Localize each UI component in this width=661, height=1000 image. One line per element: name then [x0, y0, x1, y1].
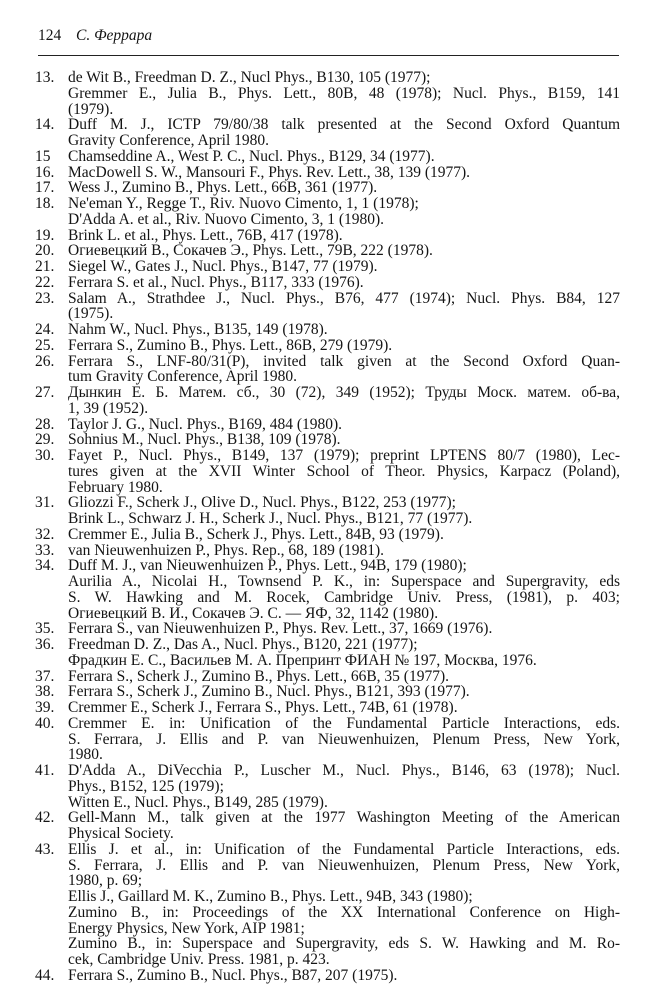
reference-text: February 1980. [68, 478, 163, 496]
reference-number: 15 [35, 147, 51, 165]
reference-text: Gell-Mann M., talk given at the 1977 Washington Meeting of the American [68, 809, 620, 827]
reference-number: 34. [35, 557, 55, 575]
reference-text: Ferrara S., Zumino B., Nucl. Phys., B87, 207 (1975). [68, 966, 398, 984]
reference-text: Cremmer E., Julia B., Scherk J., Phys. Lett., 84B, 93 (1979). [68, 525, 444, 543]
reference-text: Physical Society. [68, 825, 174, 842]
reference-text: Fayet P., Nucl. Phys., B149, 137 (1979); preprint LPTENS 80/7 (1980), Lec- [68, 447, 620, 464]
reference-number: 20. [35, 242, 55, 260]
reference-text: MacDowell S. W., Mansouri F., Phys. Rev. Lett., 38, 139 (1977). [68, 163, 471, 181]
reference-text: Cremmer E. in: Unification of the Fundamental Particle Interactions, eds. [68, 714, 620, 732]
reference-text: (1975). [68, 305, 114, 323]
reference-number: 41. [35, 762, 55, 779]
reference-text: Brink L., Schwarz J. H., Scherk J., Nucl. Phys., B121, 77 (1977). [68, 510, 473, 527]
page-number: 124 [38, 27, 62, 44]
reference-text: Огиевецкий В. И., Сокачев Э. С. — ЯФ, 32, 1142 (1980). [68, 604, 439, 622]
reference-text: Огиевецкий В., Сокачев Э., Phys. Lett., 79B, 222 (1978). [68, 242, 433, 260]
reference-number: 30. [35, 447, 55, 464]
reference-text: Cremmer E., Scherk J., Ferrara S., Phys. Lett., 74B, 61 (1978). [68, 699, 458, 716]
reference-text: D'Adda A., DiVecchia P., Luscher M., Nucl. Phys., B146, 63 (1978); Nucl. [68, 762, 620, 779]
reference-text: Дынкин Е. Б. Матем. сб., 30 (72), 349 (1952); Труды Моск. матем. об-ва, [68, 384, 620, 401]
reference-number: 31. [35, 494, 55, 512]
reference-number: 39. [35, 699, 55, 716]
reference-text: Energy Physics, New York, AIP 1981; [68, 919, 305, 937]
reference-number: 26. [35, 352, 55, 370]
reference-number: 44. [35, 966, 55, 984]
reference-text: 1, 39 (1952). [68, 399, 149, 417]
reference-text: Gremmer E., Julia B., Phys. Lett., 80B, 48 (1978); Nucl. Phys., B159, 141 [68, 84, 620, 102]
reference-text: Phys., B152, 125 (1979); [68, 777, 224, 795]
reference-text: Ferrara S., Zumino B., Phys. Lett., 86B, 279 (1979). [68, 336, 393, 354]
reference-number: 27. [35, 384, 55, 401]
reference-text: Zumino B., in: Superspace and Supergravity, eds S. W. Hawking and M. Ro- [68, 935, 620, 953]
reference-text: van Nieuwenhuizen P., Phys. Rep., 68, 189 (1981). [68, 541, 384, 559]
reference-text: tures given at the XVII Winter School of Theor. Physics, Karpacz (Poland), [68, 462, 620, 480]
reference-text: Taylor J. G., Nucl. Phys., B169, 484 (1980). [68, 415, 343, 433]
reference-number: 19. [35, 226, 55, 244]
reference-text: Ferrara S., Scherk J., Zumino B., Phys. Lett., 66B, 35 (1977). [68, 667, 450, 685]
reference-number: 29. [35, 431, 55, 449]
reference-number: 38. [35, 683, 55, 701]
reference-text: Ellis J. et al., in: Unification of the Fundamental Particle Interactions, eds. [68, 840, 620, 858]
reference-number: 37. [35, 667, 55, 685]
reference-text: Siegel W., Gates J., Nucl. Phys., B147, 77 (1979). [68, 258, 378, 275]
reference-text: tum Gravity Conference, April 1980. [68, 368, 298, 386]
reference-number: 23. [35, 289, 55, 307]
reference-number: 25. [35, 336, 55, 354]
reference-text: Aurilia A., Nicolai H., Townsend P. K., in: Superspace and Supergravity, eds [68, 573, 620, 590]
reference-text: Zumino B., in: Proceedings of the XX International Conference on High- [68, 903, 620, 921]
reference-number: 18. [35, 195, 55, 212]
reference-text: Brink L. et al., Phys. Lett., 76B, 417 (1978). [68, 226, 343, 244]
reference-number: 42. [35, 809, 55, 827]
reference-text: Salam A., Strathdee J., Nucl. Phys., B76, 477 (1974); Nucl. Phys. B84, 127 [68, 289, 620, 307]
reference-text: Wess J., Zumino B., Phys. Lett., 66B, 361 (1977). [68, 179, 378, 197]
reference-number: 21. [35, 258, 55, 275]
reference-text: (1979). [68, 100, 114, 118]
reference-text: 1980. [68, 746, 103, 764]
reference-number: 33. [35, 541, 55, 559]
reference-text: D'Adda A. et al., Riv. Nuovo Cimento, 3, 1 (1980). [68, 210, 385, 228]
reference-text: Witten E., Nucl. Phys., B149, 285 (1979). [68, 793, 328, 811]
reference-text: S. Ferrara, J. Ellis and P. van Nieuwenhuizen, Plenum Press, New York, [68, 730, 620, 748]
reference-number: 14. [35, 116, 55, 134]
reference-text: Фрадкин Е. С., Васильев М. А. Препринт ФИАН № 197, Москва, 1976. [68, 651, 537, 669]
reference-number: 43. [35, 840, 55, 858]
reference-text: Gliozzi F., Scherk J., Olive D., Nucl. Phys., B122, 253 (1977); [68, 494, 456, 512]
reference-text: 1980, p. 69; [68, 872, 143, 890]
reference-text: Duff M. J., ICTP 79/80/38 talk presented at the Second Oxford Quantum [68, 116, 620, 134]
header-rule [38, 55, 619, 56]
reference-text: Ne'eman Y., Regge T., Riv. Nuovo Cimento, 1, 1 (1978); [68, 195, 419, 212]
reference-text: Ellis J., Gaillard M. K., Zumino B., Phys. Lett., 94B, 343 (1980); [68, 888, 473, 905]
reference-number: 22. [35, 273, 55, 291]
reference-line [35, 966, 620, 985]
reference-number: 35. [35, 620, 55, 638]
reference-text: S. W. Hawking and M. Rocek, Cambridge Univ. Press, (1981), p. 403; [68, 588, 620, 606]
reference-text: Ferrara S., Scherk J., Zumino B., Nucl. Phys., B121, 393 (1977). [68, 683, 470, 701]
running-title: С. Феррара [76, 27, 153, 44]
reference-text: cek, Cambridge Univ. Press. 1981, p. 423. [68, 951, 330, 968]
reference-text: Ferrara S., LNF-80/31(P), invited talk given at the Second Oxford Quan- [68, 352, 620, 370]
reference-number: 13. [35, 69, 55, 86]
reference-text: Gravity Conference, April 1980. [68, 132, 270, 149]
reference-text: Ferrara S. et al., Nucl. Phys., B117, 333 (1976). [68, 273, 364, 291]
reference-text: S. Ferrara, J. Ellis and P. van Nieuwenhuizen, Plenum Press, New York, [68, 856, 620, 874]
reference-text: Ferrara S., van Nieuwenhuizen P., Phys. Rev. Lett., 37, 1669 (1976). [68, 620, 493, 638]
reference-number: 28. [35, 415, 55, 433]
reference-text: de Wit B., Freedman D. Z., Nucl Phys., B130, 105 (1977); [68, 69, 431, 86]
reference-text: Chamseddine A., West P. C., Nucl. Phys., B129, 34 (1977). [68, 147, 435, 165]
reference-text: Duff M. J., van Nieuwenhuizen P., Phys. Lett., 94B, 179 (1980); [68, 557, 467, 575]
running-header [38, 26, 618, 46]
reference-number: 40. [35, 714, 55, 732]
reference-number: 32. [35, 525, 55, 543]
reference-number: 17. [35, 179, 55, 197]
reference-number: 24. [35, 321, 55, 338]
reference-number: 36. [35, 636, 55, 653]
reference-number: 16. [35, 163, 55, 181]
reference-text: Sohnius M., Nucl. Phys., B138, 109 (1978). [68, 431, 341, 449]
reference-text: Nahm W., Nucl. Phys., B135, 149 (1978). [68, 321, 328, 338]
reference-text: Freedman D. Z., Das A., Nucl. Phys., B120, 221 (1977); [68, 636, 418, 653]
